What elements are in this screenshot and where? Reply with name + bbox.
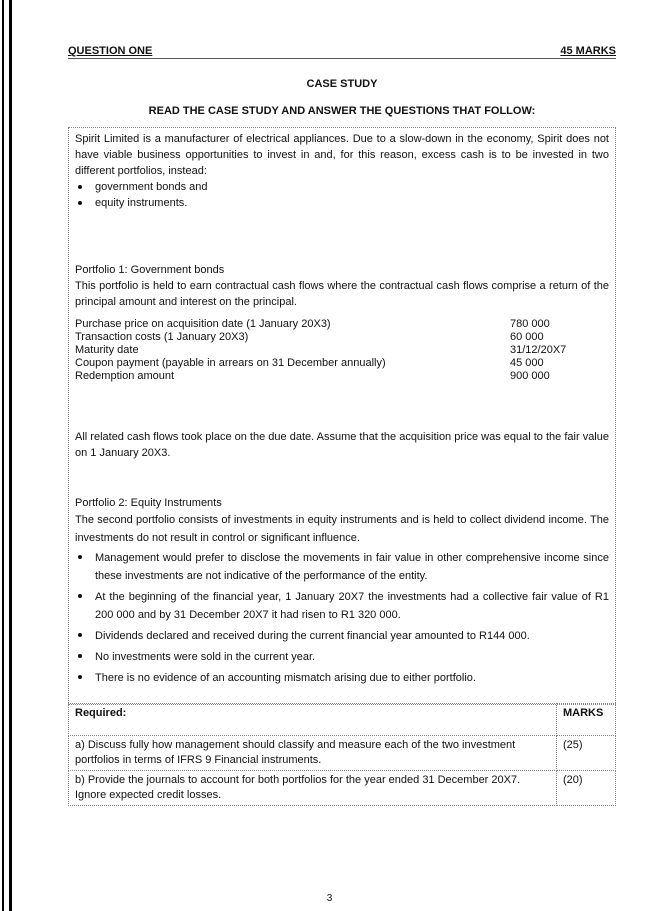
question-b-marks: (20) <box>557 771 616 806</box>
portfolio1-details <box>75 318 609 383</box>
portfolio2-text: The second portfolio consists of investments in equity instruments and is held to collect dividend income. The investments do not result in control or significant influence. <box>75 514 609 544</box>
portfolio2-bullet: There is no evidence of an accounting mismatch arising due to either portfolio. <box>75 669 609 687</box>
portfolio2-heading: Portfolio 2: Equity Instruments <box>75 497 222 509</box>
detail-label: Transaction costs (1 January 20X3) <box>75 331 249 343</box>
detail-label: Redemption amount <box>75 370 175 382</box>
portfolio2-bullet: Dividends declared and received during the current financial year amounted to R144 000. <box>75 627 609 645</box>
detail-value: 31/12/20X7 <box>510 344 567 356</box>
detail-value: 900 000 <box>510 370 550 382</box>
detail-label: Coupon payment (payable in arrears on 31 December annually) <box>75 357 386 369</box>
portfolio2-bullet: At the beginning of the financial year, 1 January 20X7 the investments had a collective fair value of R1 200 000 and by 31 December 20X7 it had risen to R1 320 000. <box>75 588 609 624</box>
instruction: READ THE CASE STUDY AND ANSWER THE QUESTIONS THAT FOLLOW: <box>148 105 536 117</box>
portfolio1-text: This portfolio is held to earn contractual cash flows where the contractual cash flows comprise a return of the principal amount and interest on the principal. <box>75 280 609 308</box>
page-number: 3 <box>326 893 333 904</box>
detail-label: Purchase price on acquisition date (1 January 20X3) <box>75 318 331 330</box>
portfolio2-bullet: No investments were sold in the current year. <box>75 648 609 666</box>
page-border-line <box>2 0 4 911</box>
question-b: b) Provide the journals to account for both portfolios for the year ended 31 December 20X7. <box>75 774 521 786</box>
required-label: Required: <box>69 704 557 736</box>
case-study-box <box>68 127 616 705</box>
question-title: QUESTION ONE <box>68 45 153 57</box>
intro-text: Spirit Limited is a manufacturer of electrical appliances. Due to a slow-down in the economy, Spirit does not have viable business opportunities to invest in and, for this reason, excess cash is to be invested in two different portfolios, instead: <box>75 133 609 177</box>
case-study-title: CASE STUDY <box>306 78 378 90</box>
page-border-line <box>9 0 12 911</box>
question-b-note: Ignore expected credit losses. <box>75 789 222 801</box>
portfolio1-heading: Portfolio 1: Government bonds <box>75 264 225 276</box>
question-a: a) Discuss fully how management should classify and measure each of the two investment portfolios in terms of IFRS 9 Financial instruments. <box>69 736 557 771</box>
intro-bullet: government bonds and <box>75 179 609 195</box>
question-marks: 45 MARKS <box>560 45 616 57</box>
portfolio2-bullet: Management would prefer to disclose the movements in fair value in other comprehensive income since these investments are not indicative of the performance of the entity. <box>75 549 609 585</box>
portfolio1-note: All related cash flows took place on the due date. Assume that the acquisition price was equal to the fair value on 1 January 20X3. <box>75 431 609 459</box>
intro-bullet: equity instruments. <box>75 195 609 211</box>
question-header <box>68 45 616 59</box>
question-a-marks: (25) <box>557 736 616 771</box>
marks-label: MARKS <box>557 704 616 736</box>
detail-value: 780 000 <box>510 318 550 330</box>
detail-label: Maturity date <box>75 344 139 356</box>
detail-value: 45 000 <box>510 357 544 369</box>
required-table <box>68 703 616 806</box>
detail-value: 60 000 <box>510 331 544 343</box>
